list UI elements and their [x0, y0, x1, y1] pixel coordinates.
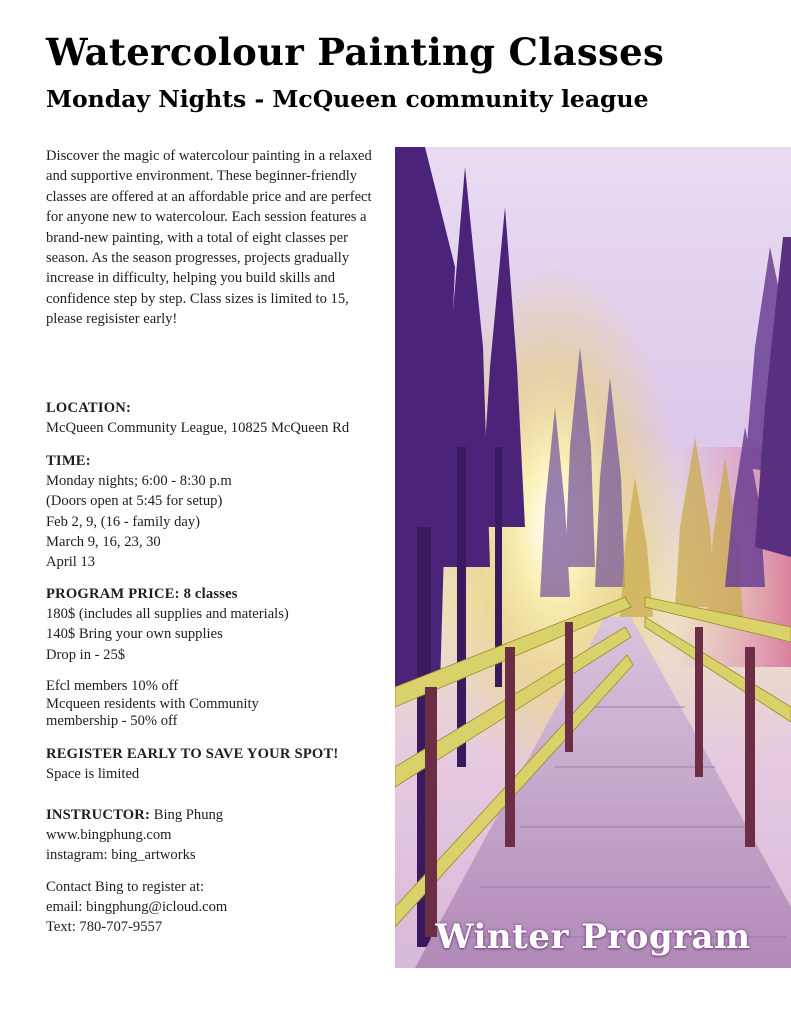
location-address: McQueen Community League, 10825 McQueen Rd: [46, 420, 350, 437]
price-section: [46, 584, 386, 665]
time-line: March 9, 16, 23, 30: [46, 533, 161, 550]
instructor-name: Bing Phung: [153, 807, 224, 823]
contact-line: Contact Bing to register at:: [46, 879, 205, 895]
discount-line: Efcl members 10% off: [46, 678, 179, 694]
location-section: [46, 398, 386, 438]
price-heading: PROGRAM PRICE: 8 classes: [46, 586, 238, 602]
discounts-section: [46, 678, 386, 731]
page-title: Watercolour Painting Classes: [46, 30, 665, 74]
discount-line: Mcqueen residents with Community: [46, 695, 259, 712]
time-heading: TIME:: [46, 453, 91, 469]
discount-line: membership - 50% off: [46, 713, 178, 729]
price-line: Drop in - 25$: [46, 646, 126, 663]
register-section: [46, 744, 386, 784]
instructor-section: [46, 805, 386, 866]
time-line: Monday nights; 6:00 - 8:30 p.m: [46, 473, 232, 490]
intro-block: [46, 146, 384, 330]
time-section: [46, 451, 386, 572]
price-line: 180$ (includes all supplies and materials): [46, 606, 289, 623]
register-note: Space is limited: [46, 766, 140, 783]
time-line: Feb 2, 9, (16 - family day): [46, 513, 201, 530]
watercolour-painting: [395, 147, 791, 968]
painting-svg: [395, 147, 791, 968]
instructor-instagram: instagram: bing_artworks: [46, 847, 196, 864]
price-line: 140$ Bring your own supplies: [46, 626, 223, 643]
instructor-heading: INSTRUCTOR:: [46, 807, 151, 823]
instructor-website-link[interactable]: www.bingphung.com: [46, 827, 172, 844]
contact-email: email: bingphung@icloud.com: [46, 899, 228, 916]
time-line: April 13: [46, 554, 96, 571]
time-line: (Doors open at 5:45 for setup): [46, 493, 223, 510]
contact-section: [46, 877, 386, 938]
location-heading: LOCATION:: [46, 400, 132, 416]
contact-text: Text: 780-707-9557: [46, 919, 163, 936]
intro-paragraph: Discover the magic of watercolour painting in a relaxed and supportive environment. These beginner-friendly classes are offered at an affordable price and are perfect for anyone new to watercolour. Each session features a brand-new painting, with a total of eight classes per season. As the season progresses, projects gradually increase in difficulty, helping you build skills and confidence step by step. Class sizes is limited to 15, please regisister early!: [46, 148, 372, 328]
page-subtitle: Monday Nights - McQueen community league: [46, 85, 649, 113]
winter-program-badge: Winter Program: [435, 917, 751, 957]
register-heading: REGISTER EARLY TO SAVE YOUR SPOT!: [46, 746, 339, 762]
